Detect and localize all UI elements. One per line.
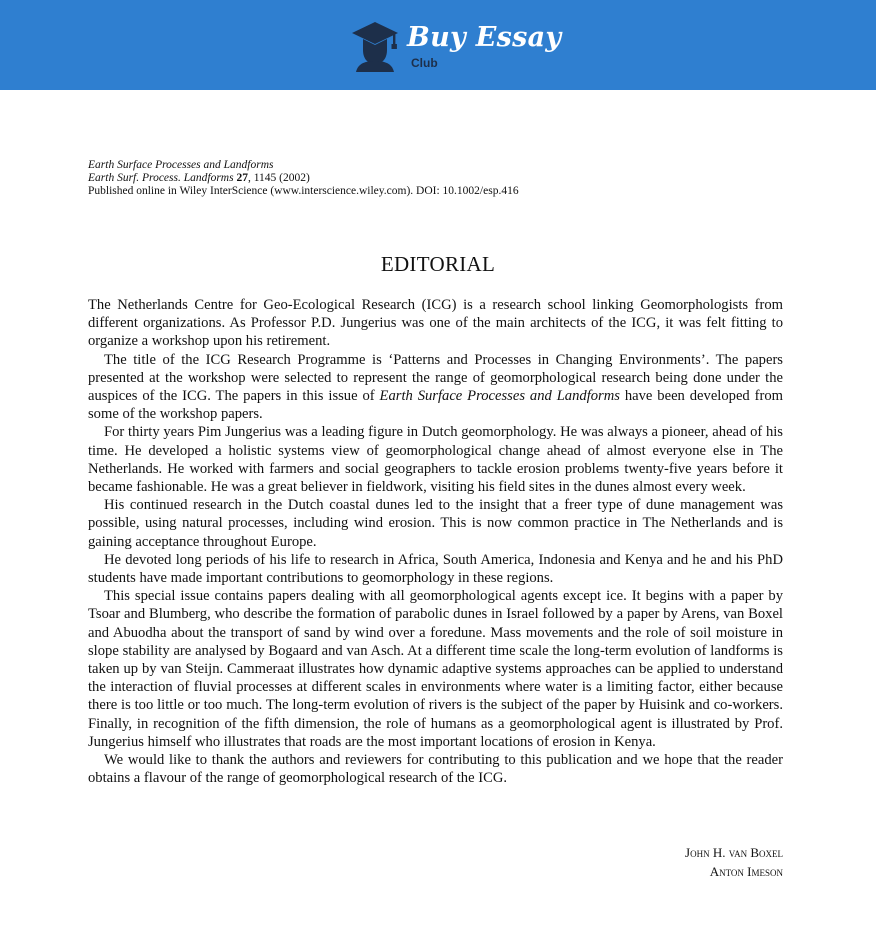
- paragraph-2: [88, 351, 783, 424]
- journal-volume: 27: [236, 172, 248, 184]
- paragraph-2-start: The title of the ICG Research Programme is ‘Patterns and Processes in Changing Environments’. The papers presented at the workshop were selected to represent the range of geomorphological research being done under the auspices of the ICG. The papers in this issue of: [88, 351, 783, 405]
- paragraph-4: His continued research in the Dutch coastal dunes led to the insight that a freer type of dune management was possible, using natural processes, including wind erosion. This is now common practice in The Netherlands and is gaining acceptance throughout Europe.: [88, 497, 783, 550]
- paragraph-2-journal-title: Earth Surface Processes and Landforms: [379, 388, 620, 405]
- journal-publication-info: Published online in Wiley InterScience (www.interscience.wiley.com). DOI: 10.1002/esp.416: [88, 185, 519, 197]
- editorial-body: [88, 296, 783, 787]
- journal-citation: [88, 172, 519, 185]
- journal-header: [88, 159, 519, 198]
- paragraph-6: This special issue contains papers dealing with all geomorphological agents except ice. It begins with a paper by Tsoar and Blumberg, who describe the formation of parabolic dunes in Israel followed by a paper by Arens, van Boxel and Abuodha about the transport of sand by wind over a foredune. Mass movements and the role of soil moisture in slope stability are analysed by Bogaard and van Asch. At a different time scale the long-term evolution of landforms is taken up by van Steijn. Cammeraat illustrates how dynamic adaptive systems approaches can be applied to understand the interaction of fluvial processes at different scales in environments where water is a limiting factor, either because there is too little or too much. The long-term evolution of rivers is the subject of the paper by Huisink and co-workers. Finally, in recognition of the fifth dimension, the role of humans as a geomorphological agent is illustrated by Prof. Jungerius himself who illustrates that roads are the most important locations of erosion in Kenya.: [88, 588, 783, 750]
- top-banner: [0, 0, 876, 90]
- signature-block: [685, 843, 783, 881]
- page-title: EDITORIAL: [380, 252, 496, 276]
- logo-title: Buy Essay: [407, 22, 562, 53]
- journal-pages-year: , 1145 (2002): [247, 172, 310, 184]
- author-signature: Anton Imeson: [709, 864, 783, 879]
- paragraph-7: We would like to thank the authors and reviewers for contributing to this publication and we hope that the reader obtains a flavour of the range of geomorphological research of the ICG.: [88, 752, 783, 787]
- paragraph-3: For thirty years Pim Jungerius was a leading figure in Dutch geomorphology. He was always a pioneer, ahead of his time. He developed a holistic systems view of geomorphological change ahead of almost everyone else in The Netherlands. He worked with farmers and social geographers to tackle erosion problems twenty-five years before it became fashionable. He was a great believer in fieldwork, visiting his field sites in the dunes almost every week.: [88, 424, 783, 496]
- journal-name: Earth Surface Processes and Landforms: [88, 159, 274, 171]
- paragraph-2-end: have been developed from some of the workshop papers.: [88, 388, 784, 423]
- author-signature: John H. van Boxel: [685, 845, 783, 860]
- graduation-cap-icon: [352, 20, 398, 72]
- journal-abbrev: Earth Surf. Process. Landforms: [88, 172, 234, 184]
- site-logo[interactable]: [352, 18, 562, 74]
- paragraph-1: The Netherlands Centre for Geo-Ecological Research (ICG) is a research school linking Geomorphologists from different organizations. As Professor P.D. Jungerius was one of the main architects of the ICG, it was felt fitting to organize a workshop upon his retirement.: [88, 297, 783, 350]
- paragraph-5: He devoted long periods of his life to research in Africa, South America, Indonesia and Kenya and he and his PhD students have made important contributions to geomorphology in these regions.: [88, 551, 783, 587]
- logo-subtitle: Club: [411, 56, 438, 70]
